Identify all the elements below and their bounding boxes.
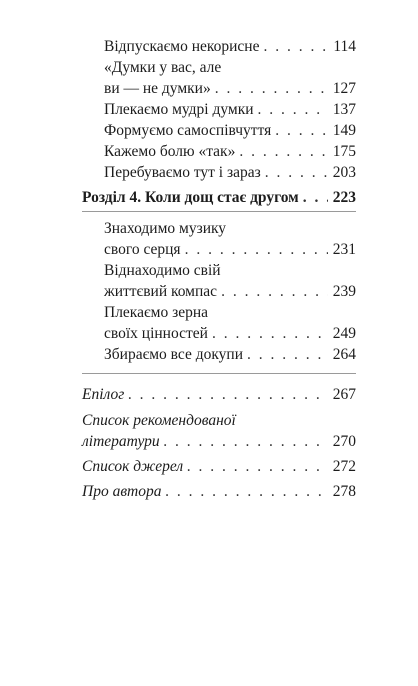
toc-entry-page: 272 [332,458,356,475]
leader-dots [221,281,328,302]
toc-entry-title: Про автора [82,483,162,500]
leader-dots [164,431,328,452]
back-matter-entry[interactable] [82,431,356,452]
leader-dots [187,456,328,477]
leader-dots [128,384,328,405]
back-matter-entry[interactable] [82,456,356,477]
leader-dots [265,162,328,183]
toc-entry-title: Перебуваємо тут і зараз [104,164,261,181]
leader-dots [212,323,328,344]
toc-entry-title: Збираємо все докупи [104,346,244,363]
back-matter-entry[interactable] [82,384,356,405]
toc-entry-title: своїх цінностей [104,325,208,342]
toc-entry-title-line1: Плекаємо зерна [104,304,208,321]
toc-entry-title-line1: «Думки у вас, але [104,59,222,76]
toc-entry-title: Епілог [82,386,125,403]
toc-entry[interactable] [104,162,356,183]
toc-entry-title: літератури [82,433,160,450]
leader-dots [258,99,328,120]
leader-dots [239,141,328,162]
toc-entry-page: 175 [332,143,356,160]
leader-dots [263,36,328,57]
leader-dots [215,78,328,99]
chapter-title: Розділ 4. Коли дощ стає другом [82,189,299,206]
toc-entry-title: Плекаємо мудрі думки [104,101,254,118]
toc-entry[interactable] [104,120,356,141]
toc-entry[interactable] [104,99,356,120]
toc-entry-page: 231 [332,241,356,258]
leader-dots [166,481,329,502]
toc-entry[interactable] [104,344,356,365]
leader-dots [185,239,328,260]
toc-entry-page: 267 [332,386,356,403]
toc-entry-title-line1: Віднаходимо свій [104,262,221,279]
leader-dots [247,344,328,365]
toc-entry-title: Відпускаємо некорисне [104,38,260,55]
leader-dots [303,187,328,208]
toc-entry[interactable] [104,141,356,162]
chapter-page: 223 [332,189,356,206]
toc-entry-page: 278 [332,483,356,500]
toc-entry-title-line1: Знаходимо музику [104,220,227,237]
section-divider [82,211,356,212]
toc-entry-page: 114 [333,38,356,55]
toc-entry-page: 239 [332,283,356,300]
toc-entry-title: Список джерел [82,458,184,475]
toc-entry[interactable] [104,239,356,260]
back-matter-entry[interactable] [82,481,356,502]
toc-entry-title: свого серця [104,241,181,258]
toc-entry-page: 127 [332,80,356,97]
toc-entry-title: ви — не думки» [104,80,211,97]
toc-entry-title-line1: Список рекомендованої [82,412,236,429]
toc-entry-title: життєвий компас [104,283,218,300]
section-divider [82,373,356,374]
leader-dots [275,120,328,141]
toc-entry-page: 249 [332,325,356,342]
toc-entry[interactable] [104,78,356,99]
chapter-heading[interactable] [82,187,356,208]
toc-entry[interactable] [104,323,356,344]
toc-entry-page: 270 [332,433,356,450]
toc-entry-title: Кажемо болю «так» [104,143,236,160]
toc-entry-page: 203 [332,164,356,181]
toc-entry-page: 149 [332,122,356,139]
toc-entry-title: Формуємо самоспівчуття [104,122,272,139]
toc-entry-page: 137 [332,101,356,118]
toc-entry-page: 264 [332,346,356,363]
toc-entry[interactable] [104,36,356,57]
toc-entry[interactable] [104,281,356,302]
